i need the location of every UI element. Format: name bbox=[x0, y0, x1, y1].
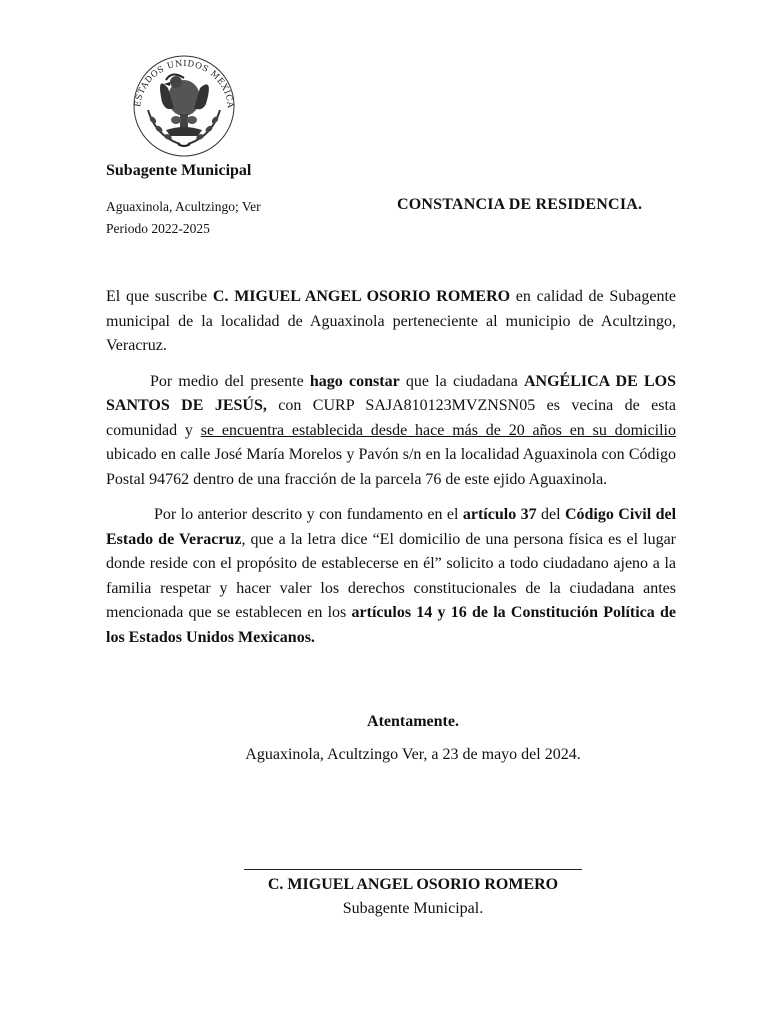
closing-salutation: Atentamente. bbox=[367, 713, 459, 730]
place-and-date: Aguaxinola, Acultzingo Ver, a 23 de mayo del 2024. bbox=[245, 746, 581, 763]
signer-name: C. MIGUEL ANGEL OSORIO ROMERO bbox=[267, 876, 559, 893]
underlined-text: se encuentra establecida desde hace más de 20 años en su domicilio bbox=[200, 421, 677, 439]
text-run: Por lo anterior descrito y con fundamento en el bbox=[154, 506, 463, 523]
office-period: Periodo 2022-2025 bbox=[106, 221, 210, 236]
paragraph-intro bbox=[106, 285, 676, 359]
document-body bbox=[106, 285, 676, 661]
text-run: ubicado en calle José María Morelos y Pavón s/n en la localidad Aguaxinola con Código Postal 94762 dentro de una fracción de la parcela 76 de este ejido Aguaxinola. bbox=[106, 446, 676, 488]
article-reference: artículo 37 bbox=[462, 506, 537, 523]
signer-role: Subagente Municipal. bbox=[342, 900, 484, 917]
signer-name-inline: C. MIGUEL ANGEL OSORIO ROMERO bbox=[212, 288, 511, 305]
resident-name: ANGÉLICA DE LOS SANTOS DE JESÚS, bbox=[106, 372, 677, 414]
national-seal-emblem bbox=[126, 48, 242, 160]
emphasis-text: hago constar bbox=[309, 372, 400, 390]
paragraph-legal-basis bbox=[106, 503, 676, 650]
text-run: , que a la letra dice “El domicilio de una persona física es el lugar donde reside con el propósito de establecerse en él” solicito a todo ciudadano ajeno a la familia respetar y hacer valer los derechos constitucionales de la ciudadana antes mencionada que se establecen en los bbox=[106, 530, 677, 621]
text-run: Por medio del presente bbox=[150, 372, 310, 390]
signature-line bbox=[244, 869, 582, 870]
paragraph-certification bbox=[106, 370, 676, 493]
document-title: CONSTANCIA DE RESIDENCIA. bbox=[397, 196, 643, 213]
svg-text:ESTADOS UNIDOS MEXICANOS: ESTADOS UNIDOS MEXICA bbox=[132, 57, 237, 109]
office-location: Aguaxinola, Acultzingo; Ver bbox=[106, 199, 261, 214]
code-reference: Código Civil del Estado de Veracruz bbox=[106, 506, 677, 548]
text-run: del bbox=[536, 506, 565, 523]
constitution-reference: artículos 14 y 16 de la Constitución Política de los Estados Unidos Mexicanos. bbox=[106, 604, 677, 646]
text-run: El que suscribe bbox=[106, 288, 213, 305]
office-heading: Subagente Municipal bbox=[106, 162, 252, 179]
text-run: que la ciudadana bbox=[399, 372, 524, 390]
text-run: con CURP SAJA810123MVZNSN05 es vecina de esta comunidad y bbox=[106, 397, 677, 439]
text-run: en calidad de Subagente municipal de la localidad de Aguaxinola perteneciente al municipio de Acultzingo, Veracruz. bbox=[106, 288, 677, 354]
